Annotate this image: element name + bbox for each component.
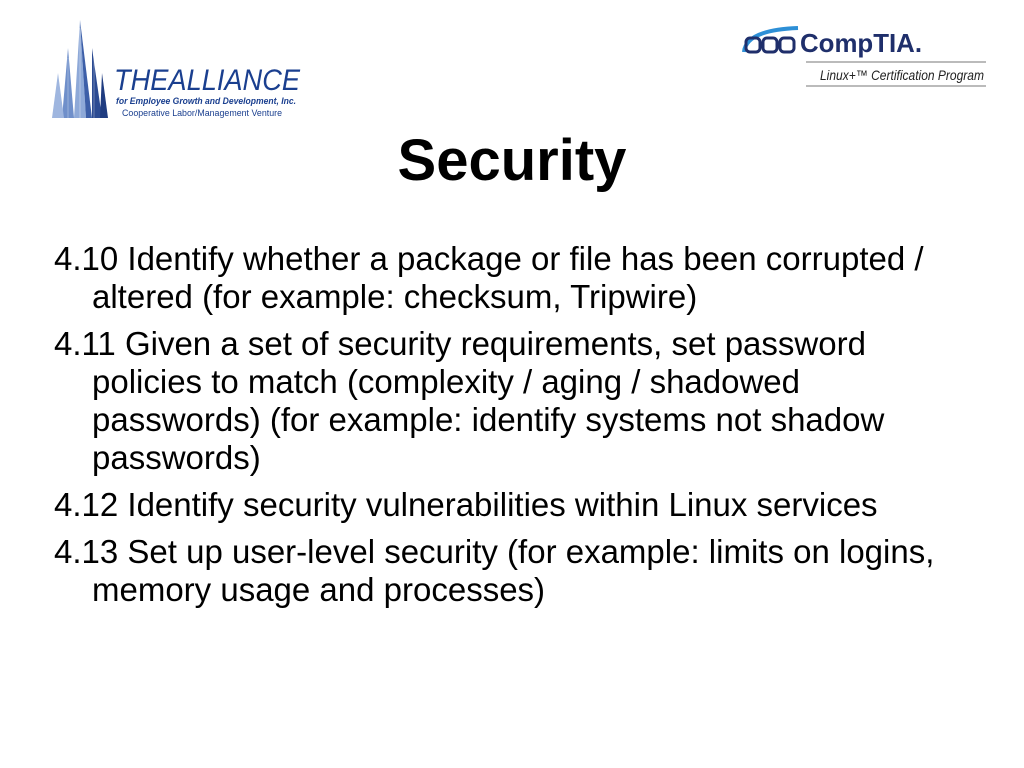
comptia-subline: Linux+™ Certification Program <box>820 67 985 83</box>
bullet-item-4-12: 4.12 Identify security vulnerabilities within Linux services <box>54 486 878 523</box>
bullet-list <box>54 240 974 618</box>
alliance-subline: Cooperative Labor/Management Venture <box>122 108 282 118</box>
bullet-item-4-13: 4.13 Set up user-level security (for example: limits on logins, memory usage and processes) <box>54 533 935 608</box>
alliance-tagline: for Employee Growth and Development, Inc. <box>116 96 296 106</box>
the-alliance-logo <box>50 18 305 124</box>
building-icon <box>52 20 108 118</box>
comptia-swoosh-icon <box>744 28 798 52</box>
comptia-wordmark: CompTIA. <box>800 28 922 58</box>
comptia-logo <box>738 22 988 92</box>
bullet-item-4-10: 4.10 Identify whether a package or file has been corrupted / altered (for example: checksum, Tripwire) <box>54 240 924 315</box>
alliance-wordmark: THEALLIANCE <box>114 64 301 97</box>
bullet-item-4-11: 4.11 Given a set of security requirements, set password policies to match (complexity / aging / shadowed passwords) (for example: identify systems not shadow passwords) <box>54 325 885 476</box>
slide-title: Security <box>397 128 627 193</box>
